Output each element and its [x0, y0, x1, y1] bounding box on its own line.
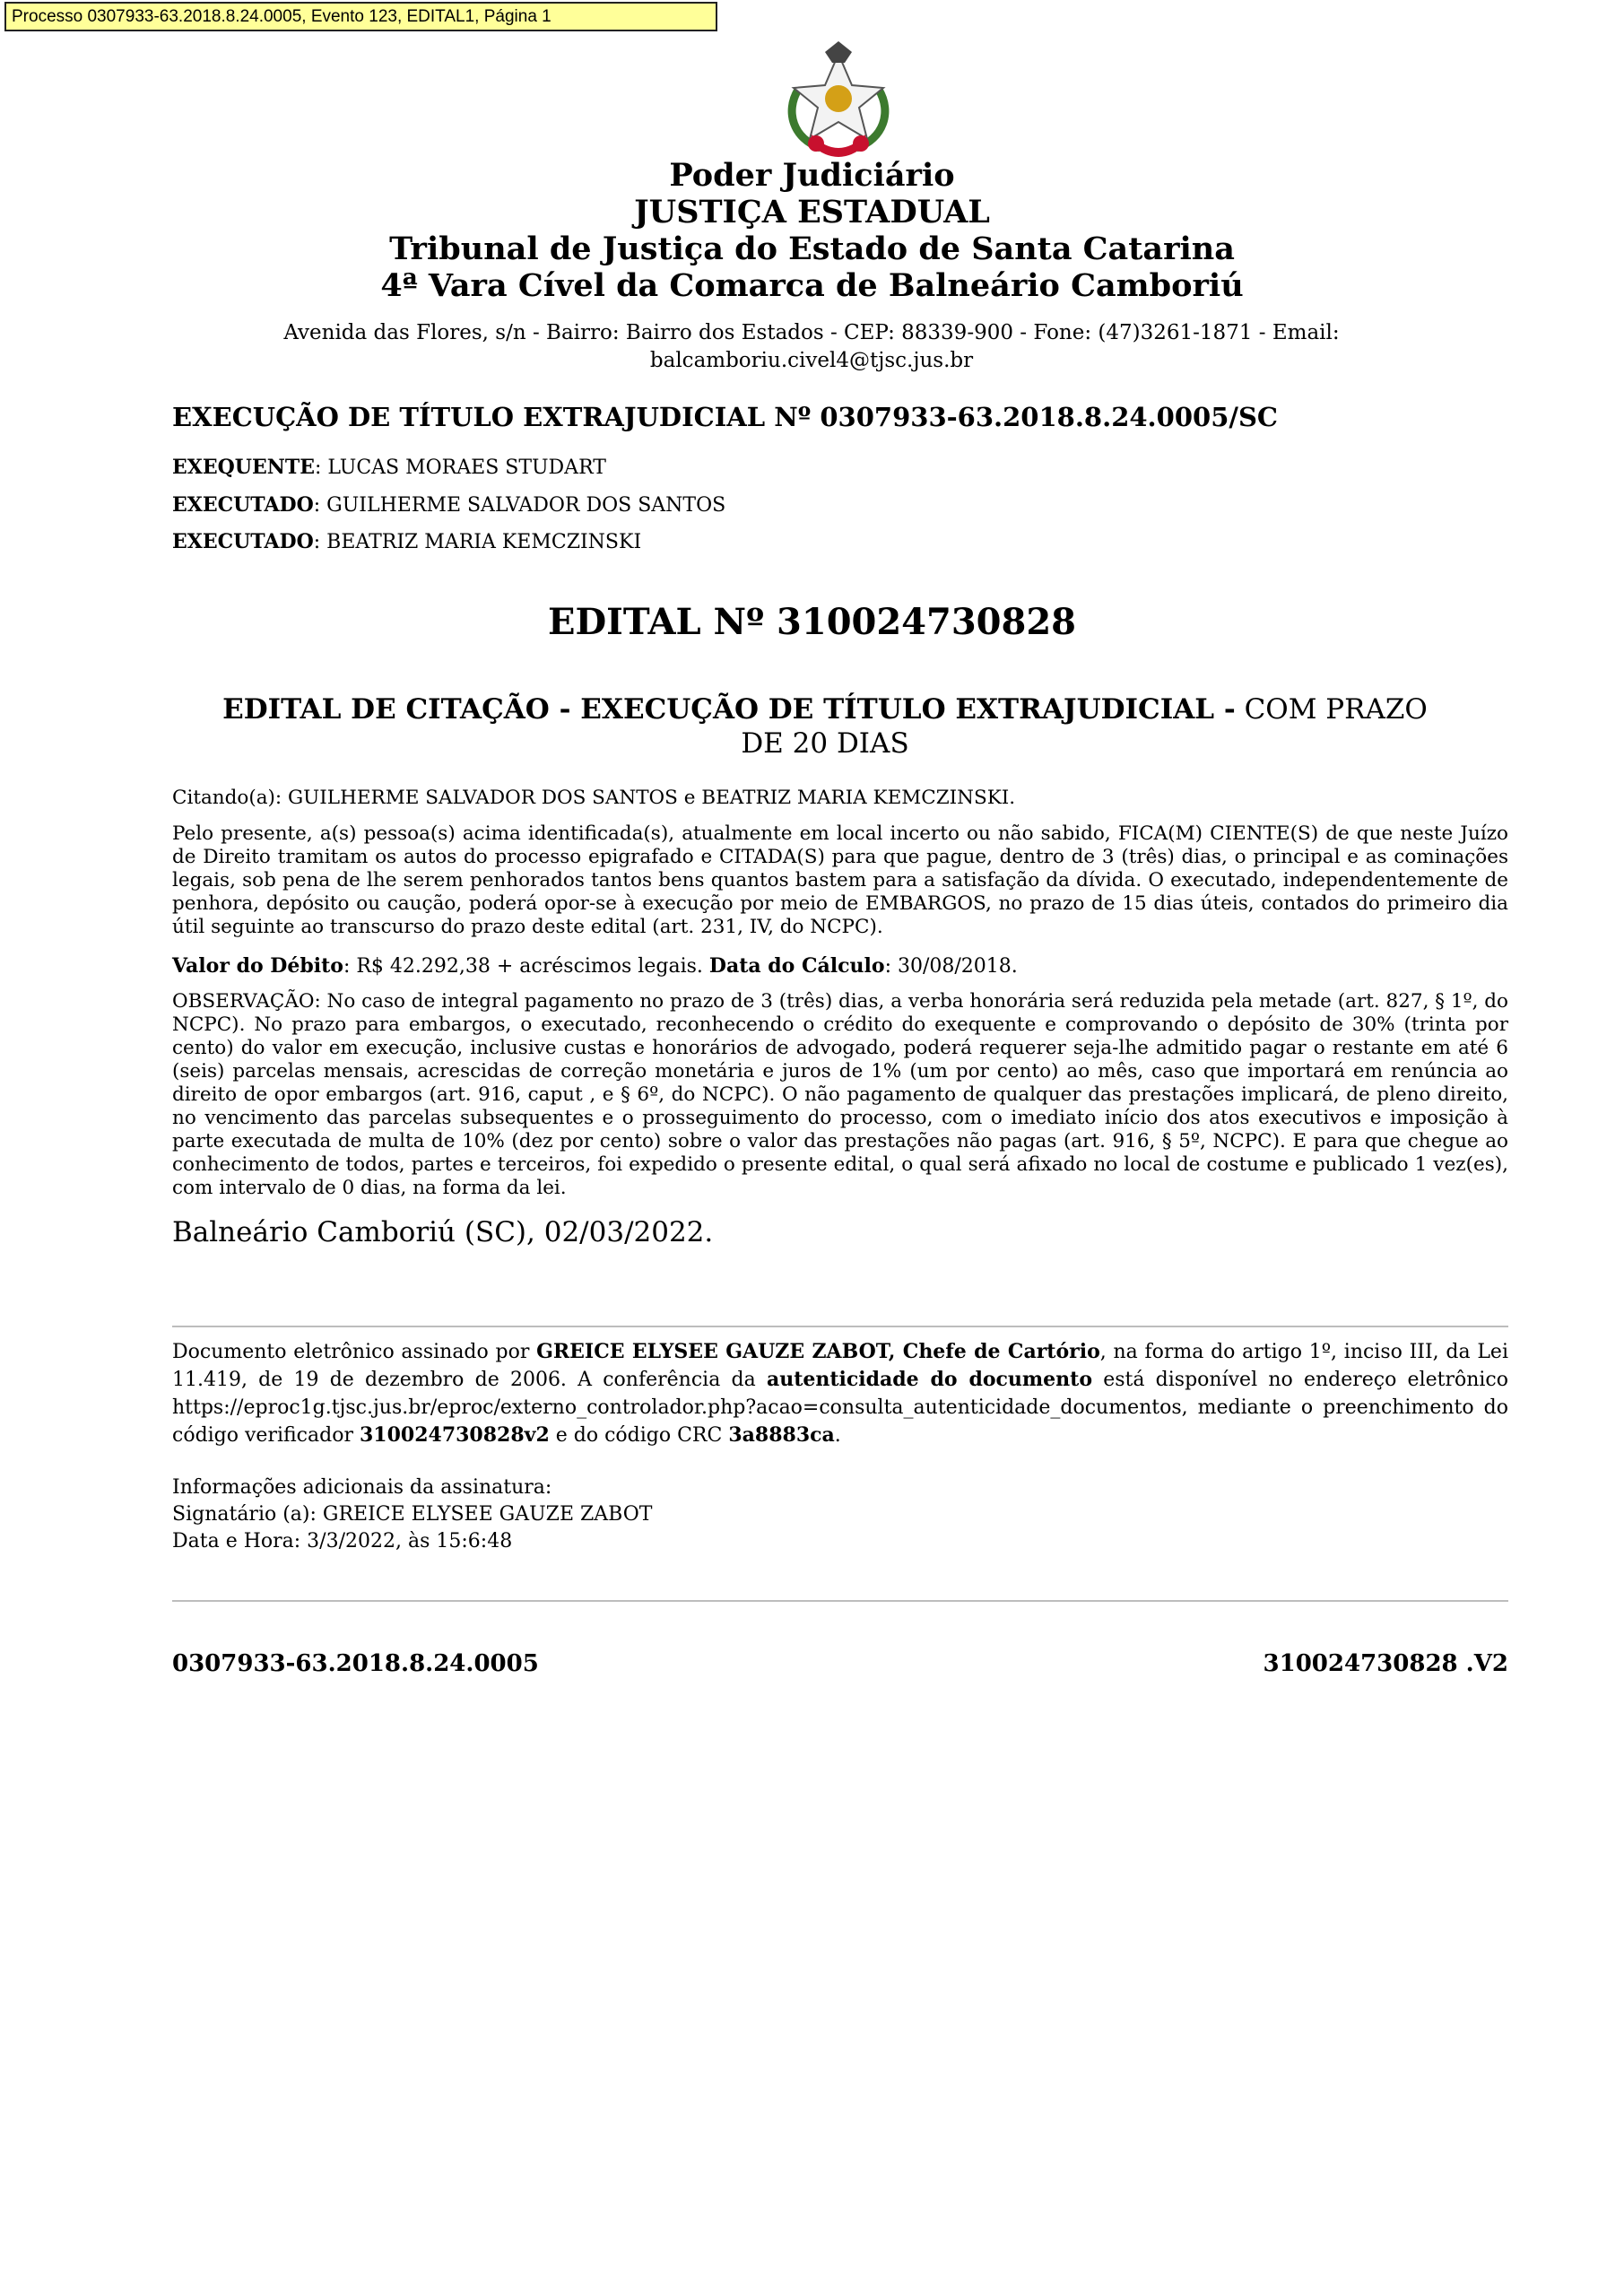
address-line-2: balcamboriu.civel4@tjsc.jus.br	[649, 349, 974, 372]
coat-of-arms-icon	[780, 36, 897, 161]
edital-subtitle-normal: COM PRAZO DE 20 DIAS	[741, 693, 1428, 760]
sig-text: está disponível no endereço eletrônico https://eproc1g.tjsc.jus.br/eproc/externo_controlador.php?acao=consulta_autenticidade_documentos, mediante o preenchimento do código verificador	[172, 1369, 1508, 1447]
divider	[172, 1600, 1508, 1602]
verifier-code: 310024730828v2	[359, 1423, 550, 1447]
info-data-hora: Data e Hora: 3/3/2022, às 15:6:48	[172, 1530, 513, 1552]
edital-subtitle-bold: EDITAL DE CITAÇÃO - EXECUÇÃO DE TÍTULO EXTRAJUDICIAL -	[222, 693, 1236, 726]
sig-text: .	[834, 1424, 841, 1447]
party-name: : LUCAS MORAES STUDART	[314, 457, 606, 479]
divider	[172, 1326, 1508, 1327]
body-paragraph: Pelo presente, a(s) pessoa(s) acima identificada(s), atualmente em local incerto ou não sabido, FICA(M) CIENTE(S) de que neste Juízo de Direito tramitam os autos do processo epigrafado e CITADA(S) para que pague, dentro de 3 (três) dias, o principal e as cominações legais, sob pena de lhe serem penhorados tantos bens quantos bastem para a satisfação da dívida. O executado, independentemente de penhora, depósito ou caução, poderá opor-se à execução por meio de EMBARGOS, no prazo de 15 dias úteis, contados do primeiro dia útil seguinte ao transcurso do prazo deste edital (art. 231, IV, do NCPC).	[172, 822, 1508, 938]
process-stamp: Processo 0307933-63.2018.8.24.0005, Evento 123, EDITAL1, Página 1	[4, 2, 717, 31]
header-line-2: JUSTIÇA ESTADUAL	[634, 194, 990, 230]
debt-label: Valor do Débito	[172, 954, 343, 978]
citando-line: Citando(a): GUILHERME SALVADOR DOS SANTOS e BEATRIZ MARIA KEMCZINSKI.	[172, 787, 1016, 809]
debt-line	[172, 954, 1508, 978]
party-name: : GUILHERME SALVADOR DOS SANTOS	[313, 494, 726, 517]
place-date: Balneário Camboriú (SC), 02/03/2022.	[172, 1216, 714, 1248]
footer-document-code: 310024730828 .V2	[1263, 1650, 1508, 1677]
header-line-3: Tribunal de Justiça do Estado de Santa Catarina	[389, 230, 1235, 267]
authenticity-text: autenticidade do documento	[766, 1368, 1092, 1391]
party-exequente	[172, 456, 606, 479]
sig-text: Documento eletrônico assinado por	[172, 1341, 537, 1363]
party-name: : BEATRIZ MARIA KEMCZINSKI	[313, 531, 642, 553]
party-role: EXECUTADO	[172, 530, 314, 553]
header-line-4: 4ª Vara Cível da Comarca de Balneário Camboriú	[380, 267, 1244, 304]
process-title: EXECUÇÃO DE TÍTULO EXTRAJUDICIAL Nº 0307933-63.2018.8.24.0005/SC	[172, 402, 1278, 432]
party-executado-1	[172, 493, 725, 517]
edital-subtitle	[197, 692, 1453, 761]
court-address	[224, 319, 1399, 375]
sig-text: , na forma do artigo 1º, inciso III, da Lei 11.419, de 19 de dezembro de 2006. A conferência da	[172, 1341, 1508, 1391]
footer-process-number: 0307933-63.2018.8.24.0005	[172, 1650, 539, 1677]
address-line-1: Avenida das Flores, s/n - Bairro: Bairro dos Estados - CEP: 88339-900 - Fone: (47)3261-1871 - Email:	[283, 321, 1340, 344]
debt-value: : R$ 42.292,38 + acréscimos legais.	[343, 955, 709, 978]
header-line-1: Poder Judiciário	[669, 157, 955, 194]
party-role: EXECUTADO	[172, 493, 314, 517]
signature-block	[172, 1338, 1508, 1449]
signer-name: GREICE ELYSEE GAUZE ZABOT, Chefe de Cartório	[536, 1340, 1100, 1363]
signature-info	[172, 1474, 652, 1555]
party-role: EXEQUENTE	[172, 456, 315, 479]
calc-date-label: Data do Cálculo	[708, 954, 885, 978]
info-title: Informações adicionais da assinatura:	[172, 1476, 552, 1499]
edital-number: EDITAL Nº 310024730828	[547, 601, 1077, 643]
crc-code: 3a8883ca	[728, 1423, 835, 1447]
party-executado-2	[172, 530, 641, 553]
observacao-paragraph: OBSERVAÇÃO: No caso de integral pagamento no prazo de 3 (três) dias, a verba honorária será reduzida pela metade (art. 827, § 1º, do NCPC). No prazo para embargos, o executado, reconhecendo o crédito do exequente e comprovando o depósito de 30% (trinta por cento) do valor em execução, inclusive custas e honorários de advogado, poderá requerer seja-lhe admitido pagar o restante em até 6 (seis) parcelas mensais, acrescidas de correção monetária e juros de 1% (um por cento) ao mês, caso que importará em renúncia ao direito de opor embargos (art. 916, caput , e § 6º, do NCPC). O não pagamento de qualquer das prestações implicará, de pleno direito, no vencimento das parcelas subsequentes e o prosseguimento do processo, com o imediato início dos atos executivos e imposição à parte executada de multa de 10% (dez por cento) sobre o valor das prestações não pagas (art. 916, § 5º, NCPC). E para que chegue ao conhecimento de todos, partes e terceiros, foi expedido o presente edital, o qual será afixado no local de costume e publicado 1 vez(es), com intervalo de 0 dias, na forma da lei.	[172, 990, 1508, 1199]
info-signatario: Signatário (a): GREICE ELYSEE GAUZE ZABOT	[172, 1503, 653, 1526]
calc-date-value: : 30/08/2018.	[884, 955, 1018, 978]
sig-text: e do código CRC	[549, 1424, 729, 1447]
